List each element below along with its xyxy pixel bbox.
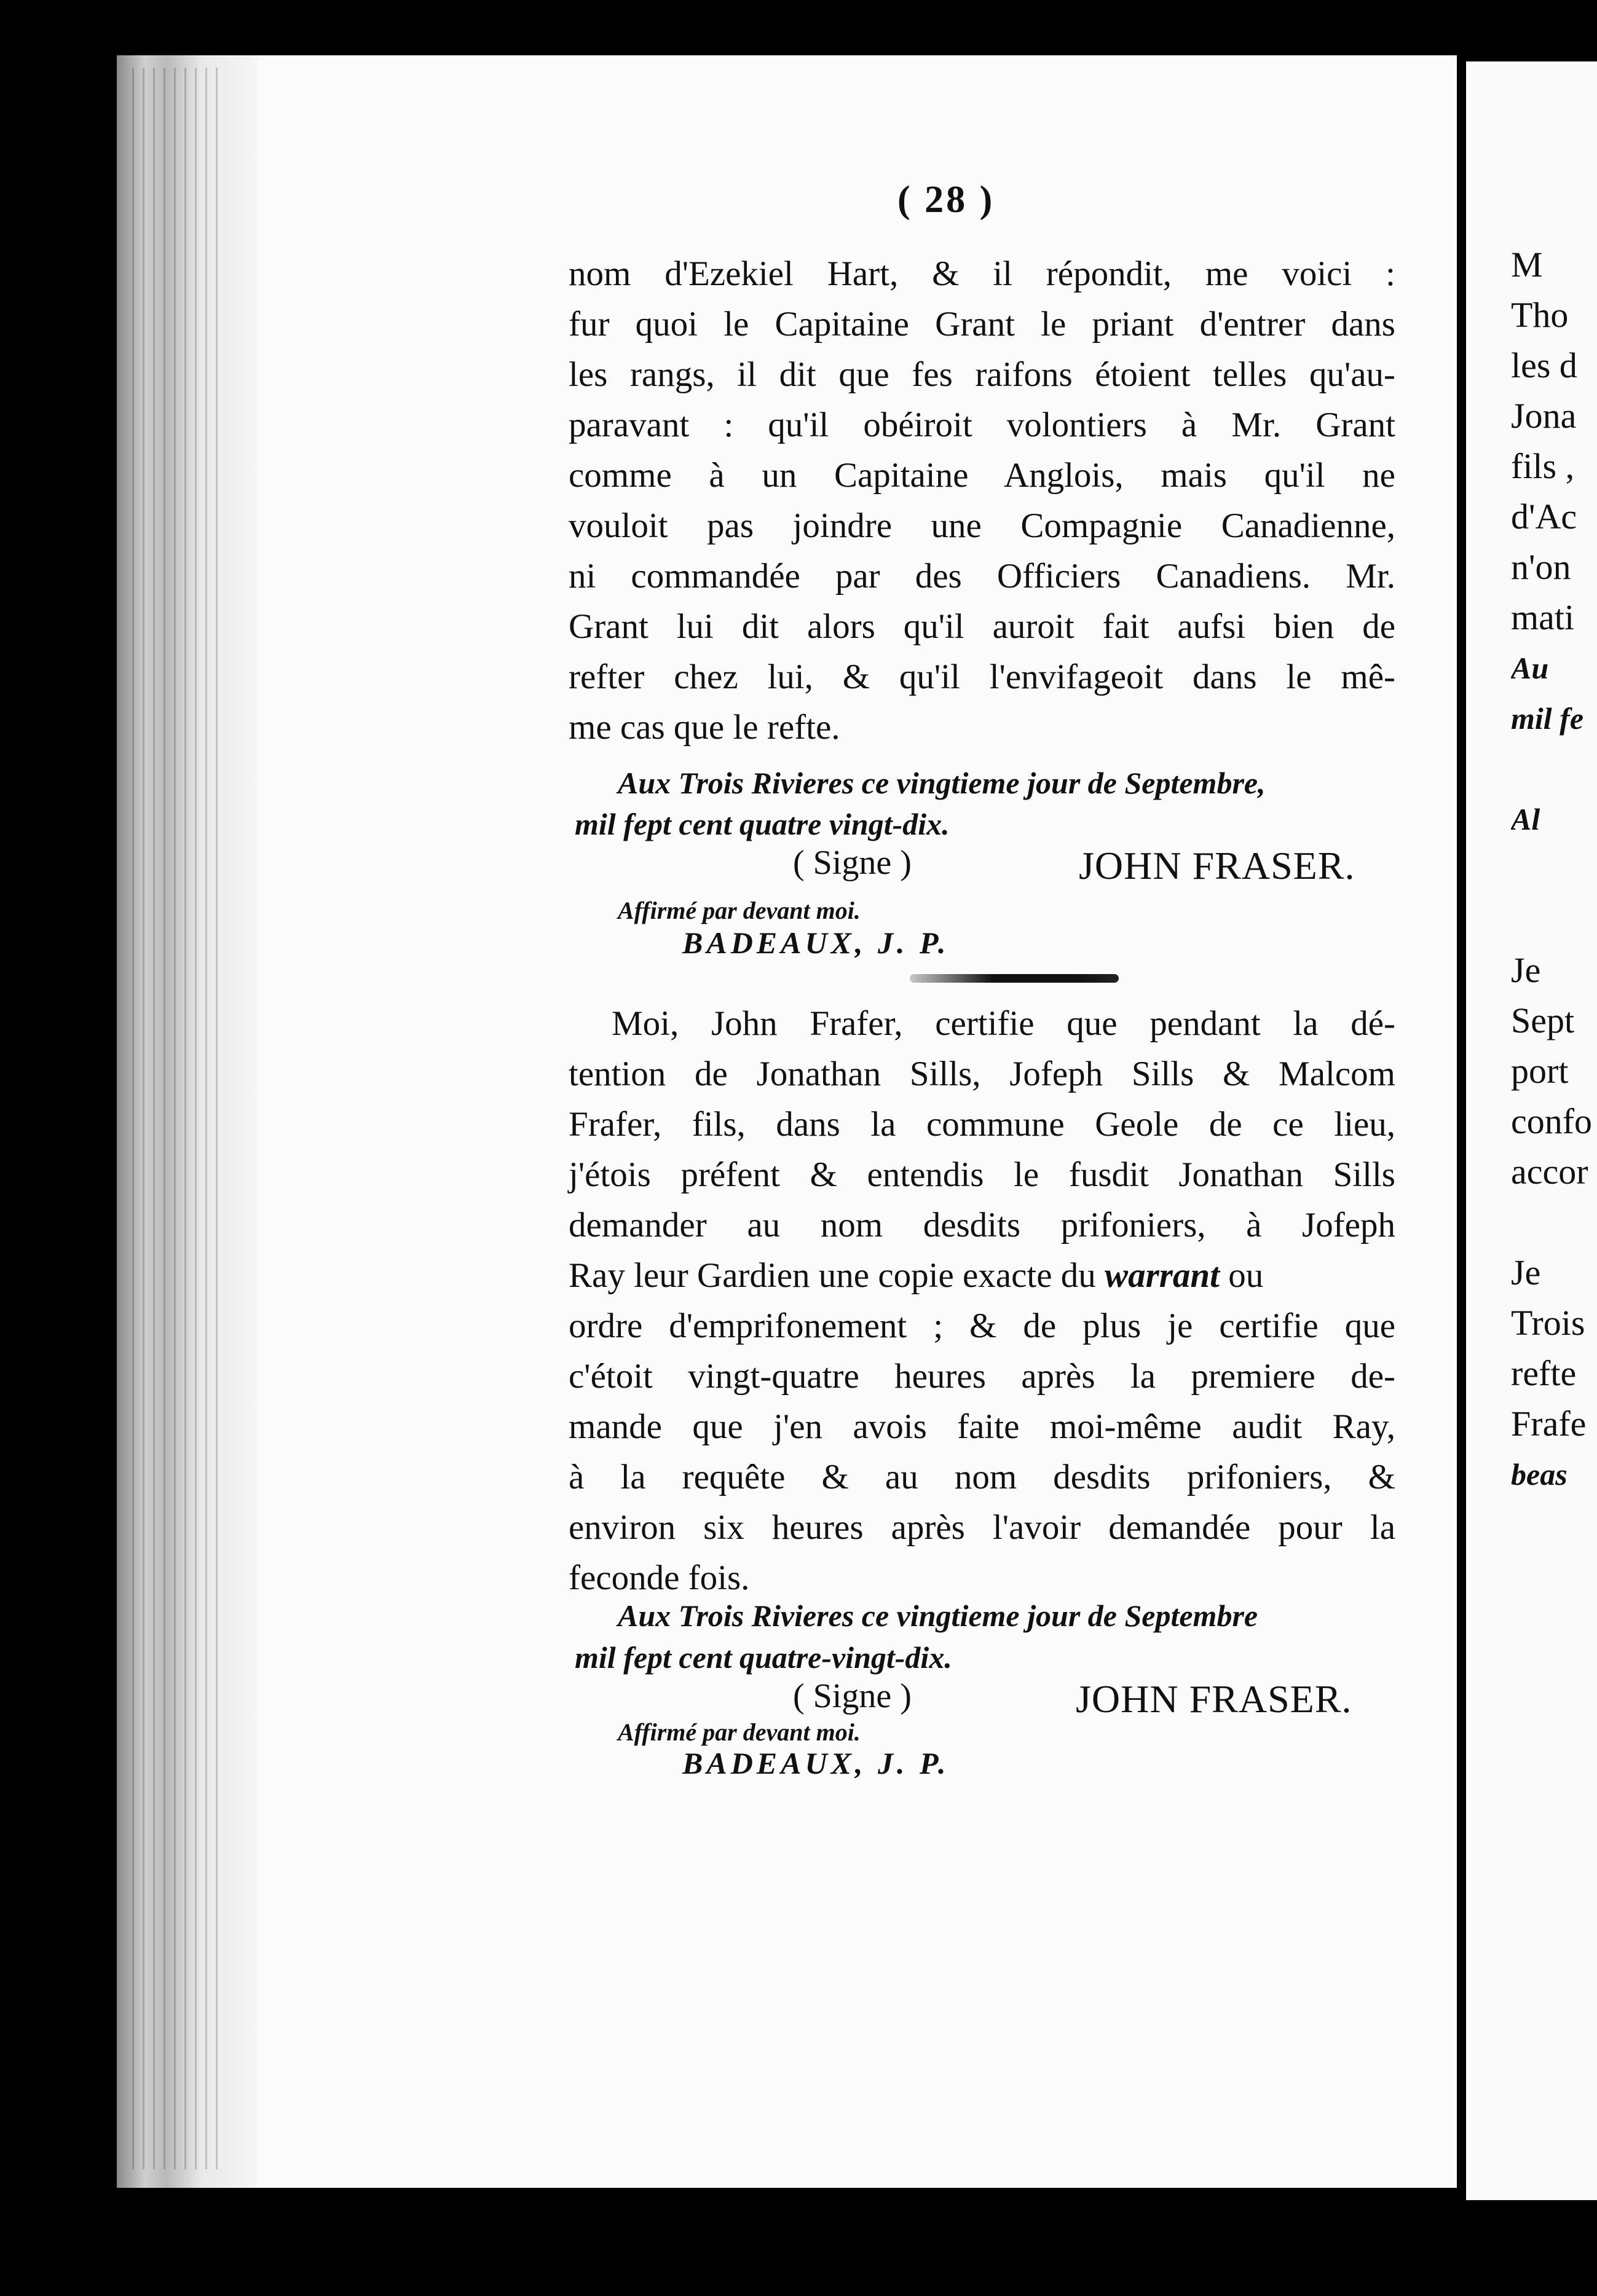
fragment: Sept: [1511, 1001, 1575, 1040]
page-number: ( 28 ): [897, 179, 995, 221]
dateline: Aux Trois Rivieres ce vingtieme jour de Septembre: [618, 1598, 1258, 1633]
text-line-start: Ray leur Gardien une copie exacte du: [569, 1256, 1096, 1295]
text-line: vouloit pas joindre une Compagnie Canadienne,: [569, 506, 1395, 545]
signer-name: JOHN FRASER.: [1079, 844, 1355, 887]
fragment: Je: [1511, 950, 1541, 990]
fragment: refte: [1511, 1353, 1577, 1393]
fragment: Al: [1511, 802, 1540, 836]
fragment: n'on: [1511, 547, 1571, 587]
fragment: Trois: [1511, 1303, 1585, 1343]
fragment: port: [1511, 1051, 1569, 1091]
fragment: [1511, 1197, 1597, 1248]
text-line: c'étoit vingt-quatre heures après la premiere de-: [569, 1357, 1395, 1396]
text-line: j'étois préfent & entendis le fusdit Jonathan Sills: [569, 1155, 1395, 1194]
fragment: mil fe: [1511, 701, 1584, 736]
fragment: Au: [1511, 651, 1549, 685]
fragment: Jona: [1511, 396, 1577, 436]
text-line: tention de Jonathan Sills, Jofeph Sills & Malcom: [569, 1055, 1395, 1093]
text-line: [569, 1251, 1395, 1301]
affirmation: Affirmé par devant moi.: [618, 897, 861, 924]
text-line: refter chez lui, & qu'il l'envifageoit dans le mê-: [569, 658, 1395, 696]
dateline: mil fept cent quatre vingt-dix.: [575, 807, 950, 841]
fragment: Frafe: [1511, 1404, 1587, 1444]
justice-signature: BADEAUX, J. P.: [682, 926, 950, 960]
signed-label: ( Signe ): [793, 844, 912, 882]
signer-name: JOHN FRASER.: [1076, 1677, 1352, 1721]
text-line: les rangs, il dit que fes raifons étoient telles qu'au-: [569, 355, 1395, 394]
fragment: [1511, 744, 1597, 794]
affirmation: Affirmé par devant moi.: [618, 1718, 861, 1746]
right-page-text: [1511, 240, 1597, 1500]
fragment: les d: [1511, 345, 1577, 385]
fragment: Je: [1511, 1252, 1541, 1292]
text-line: ni commandée par des Officiers Canadiens. Mr.: [569, 557, 1395, 596]
gutter-page-edges: [132, 68, 224, 2169]
text-line: Grant lui dit alors qu'il auroit fait aufsi bien de: [569, 607, 1395, 646]
fragment: Tho: [1511, 295, 1569, 335]
fragment: d'Ac: [1511, 497, 1577, 537]
fragment: beas: [1511, 1457, 1567, 1492]
fragment: accor: [1511, 1152, 1588, 1192]
signed-label: ( Signe ): [793, 1677, 912, 1715]
justice-signature: BADEAUX, J. P.: [682, 1746, 950, 1780]
text-line: ordre d'emprifonement ; & de plus je certifie que: [569, 1307, 1395, 1345]
text-line: comme à un Capitaine Anglois, mais qu'il ne: [569, 456, 1395, 495]
fragment: mati: [1511, 597, 1575, 637]
text-line: à la requête & au nom desdits prifoniers, &: [569, 1458, 1395, 1496]
text-line: feconde fois.: [569, 1559, 750, 1597]
text-line: fur quoi le Capitaine Grant le priant d'entrer dans: [569, 305, 1395, 344]
fragment: fils ,: [1511, 446, 1575, 486]
text-line: environ six heures après l'avoir demandée pour la: [569, 1508, 1395, 1547]
text-line: mande que j'en avois faite moi-même audit Ray,: [569, 1407, 1395, 1446]
dateline: mil fept cent quatre-vingt-dix.: [575, 1640, 952, 1675]
paragraph-2: [569, 999, 1395, 1603]
emphasized-word: warrant: [1105, 1256, 1220, 1295]
text-line: demander au nom desdits prifoniers, à Jofeph: [569, 1206, 1395, 1244]
fragment: [1511, 844, 1597, 895]
text-line: paravant : qu'il obéiroit volontiers à Mr. Grant: [569, 406, 1395, 444]
paragraph-1: [569, 249, 1395, 753]
fragment: [1511, 895, 1597, 945]
text-line: nom d'Ezekiel Hart, & il répondit, me voici :: [569, 254, 1395, 293]
fragment: confo: [1511, 1101, 1593, 1141]
text-line: Moi, John Frafer, certifie que pendant la dé-: [612, 1004, 1395, 1043]
fragment: M: [1511, 245, 1543, 285]
text-line: Frafer, fils, dans la commune Geole de ce lieu,: [569, 1105, 1395, 1144]
dateline: Aux Trois Rivieres ce vingtieme jour de Septembre,: [618, 766, 1266, 800]
text-line: me cas que le refte.: [569, 708, 840, 747]
text-line-end: ou: [1228, 1256, 1264, 1295]
section-divider: [910, 974, 1119, 983]
